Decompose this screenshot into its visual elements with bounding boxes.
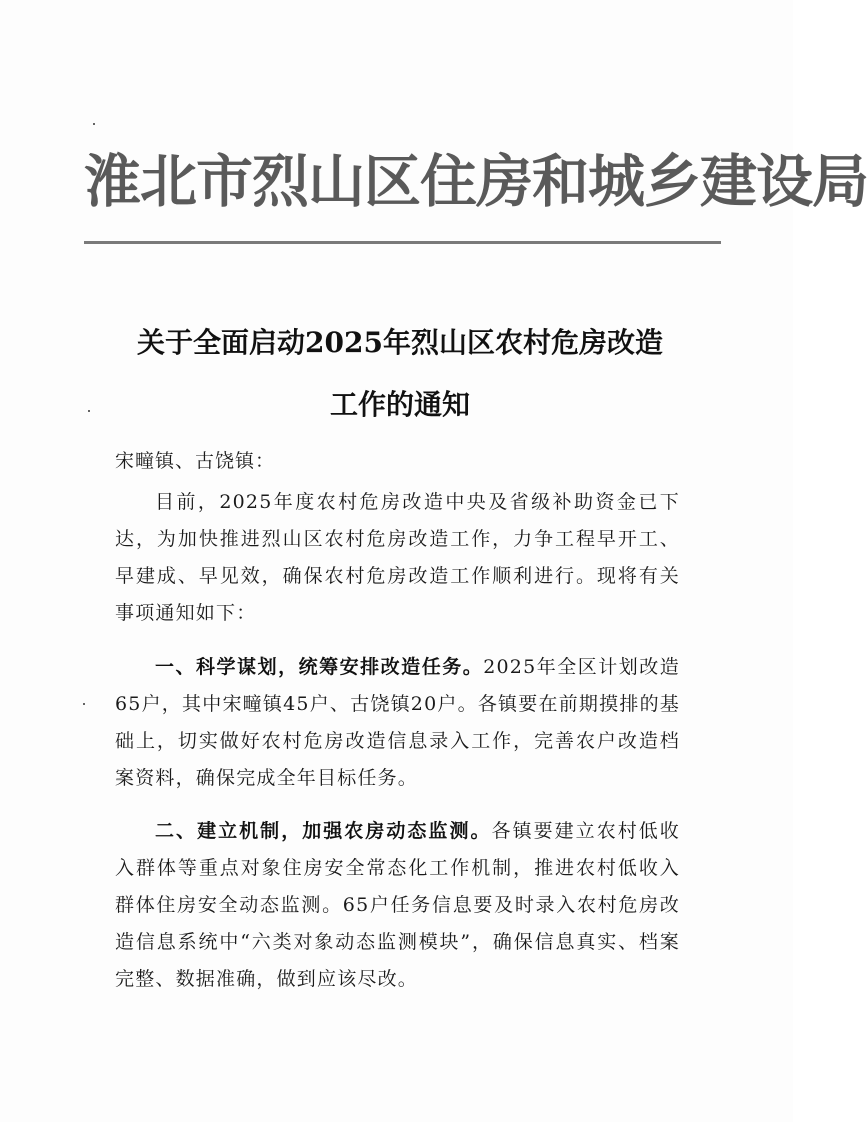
- section-1-body: 2025年全区计划改造65户，其中宋疃镇45户、古饶镇20户。各镇要在前期摸排的基础上，切实做好农村危房改造信息录入工作，完善农户改造档案资料，确保完成全年目标任务。: [115, 656, 680, 789]
- paragraph-section-2: [115, 813, 680, 998]
- addressee: 宋疃镇、古饶镇：: [115, 450, 276, 472]
- notice-title-line-2: 工作的通知: [329, 388, 470, 421]
- paragraph-section-1: [115, 649, 680, 797]
- scan-speck: [93, 123, 95, 125]
- scan-speck: [88, 410, 90, 412]
- section-2-body: 各镇要建立农村低收入群体等重点对象住房安全常态化工作机制，推进农村低收入群体住房安全动态监测。65户任务信息要及时录入农村危房改造信息系统中“六类对象动态监测模块”，确保信息真实、档案完整、数据准确，做到应该尽改。: [115, 820, 680, 990]
- letterhead-org-name: 淮北市烈山区住房和城乡建设局: [84, 149, 868, 215]
- paragraph-intro: 目前，2025年度农村危房改造中央及省级补助资金已下达，为加快推进烈山区农村危房改造工作，力争工程早开工、早建成、早见效，确保农村危房改造工作顺利进行。现将有关事项通知如下：: [115, 491, 680, 624]
- letterhead-divider: [84, 241, 721, 244]
- scan-speck: [83, 703, 85, 705]
- section-1-heading: 一、科学谋划，统筹安排改造任务。: [155, 656, 484, 678]
- notice-title-line-1: 关于全面启动2025年烈山区农村危房改造: [137, 326, 663, 359]
- section-2-heading: 二、建立机制，加强农房动态监测。: [155, 820, 492, 842]
